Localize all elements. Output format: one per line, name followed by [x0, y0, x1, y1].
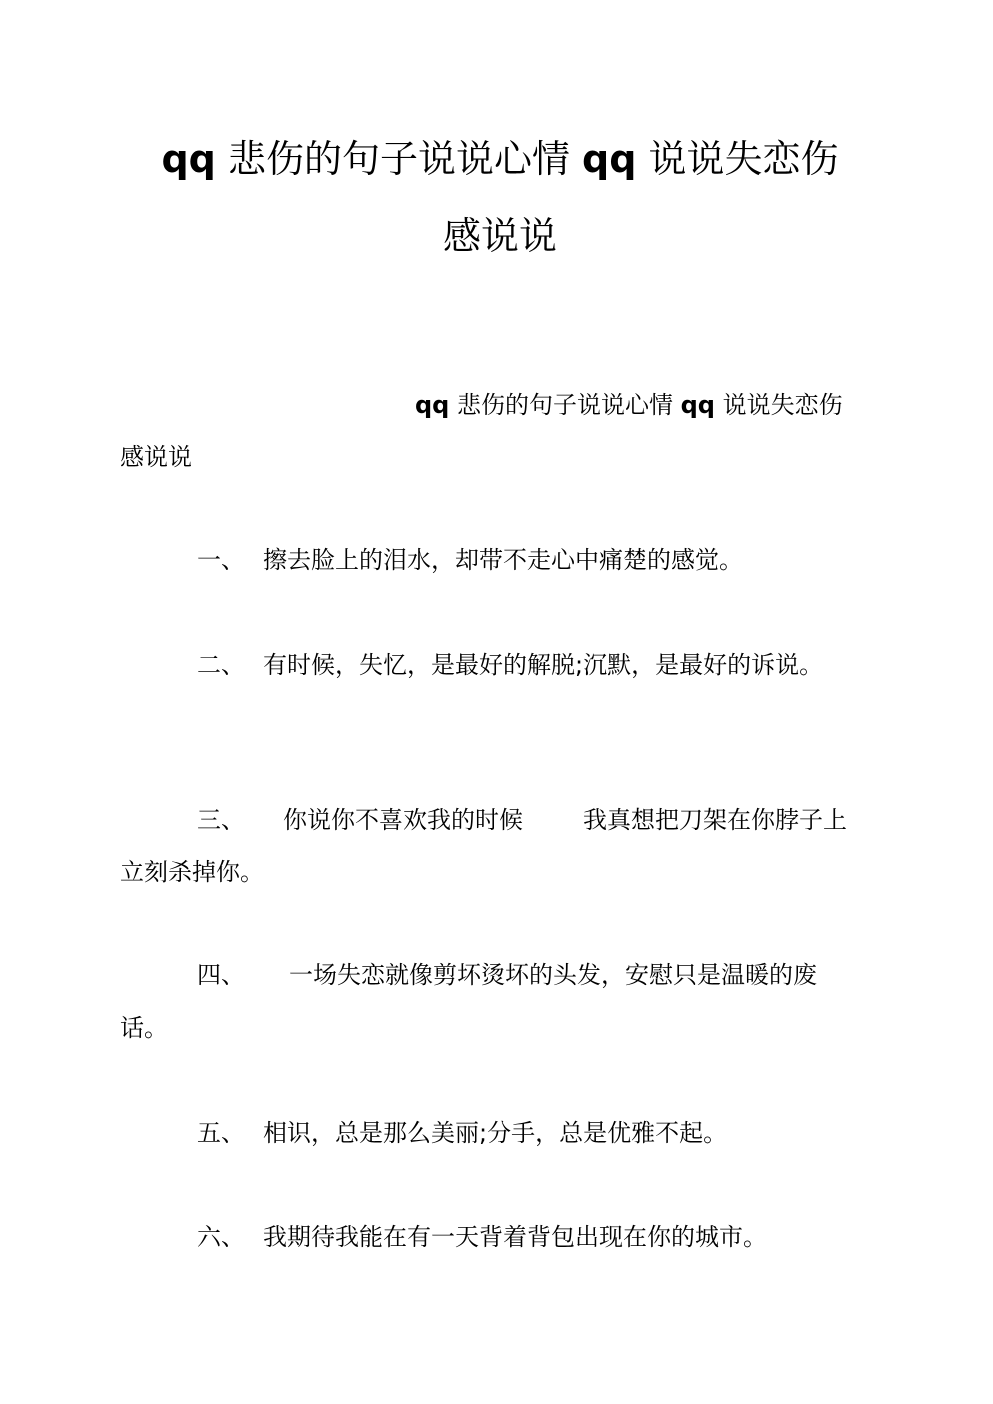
- list-item-num: 一、: [197, 546, 245, 574]
- subtitle-text-2: 说说失恋伤: [714, 391, 843, 419]
- document-title-line-1: [110, 137, 890, 181]
- list-item-num: 三、: [197, 806, 245, 834]
- list-item-num: 四、: [197, 961, 245, 989]
- list-item-text-b: 我真想把刀架在你脖子上: [583, 806, 847, 834]
- title-text-1: 悲伤的句子说说心情: [215, 137, 583, 181]
- title-qq-1: qq: [161, 137, 216, 181]
- list-item-num: 六、: [197, 1223, 245, 1251]
- list-item-text: 有时候，失忆，是最好的解脱;沉默，是最好的诉说。: [263, 651, 824, 679]
- list-item-text: 我期待我能在有一天背着背包出现在你的城市。: [263, 1223, 767, 1251]
- subtitle-qq-1: qq: [415, 391, 450, 419]
- list-item-text: 一场失恋就像剪坏烫坏的头发，安慰只是温暖的废: [289, 961, 817, 989]
- list-item-num: 五、: [197, 1119, 245, 1147]
- list-item-text-continued: 立刻杀掉你。: [120, 858, 264, 886]
- title-text-2: 说说失恋伤: [636, 137, 839, 181]
- list-item-text: 擦去脸上的泪水，却带不走心中痛楚的感觉。: [263, 546, 743, 574]
- list-item-num: 二、: [197, 651, 245, 679]
- list-item-text: 你说你不喜欢我的时候: [283, 806, 523, 834]
- subtitle-line-1: [415, 393, 843, 417]
- subtitle-qq-2: qq: [680, 391, 715, 419]
- title-qq-2: qq: [582, 137, 637, 181]
- subtitle-line-2: 感说说: [120, 443, 192, 471]
- document-title-line-2: 感说说: [442, 214, 557, 258]
- list-item-text-continued: 话。: [120, 1014, 168, 1042]
- subtitle-text-1: 悲伤的句子说说心情: [449, 391, 681, 419]
- list-item-text: 相识，总是那么美丽;分手，总是优雅不起。: [263, 1119, 728, 1147]
